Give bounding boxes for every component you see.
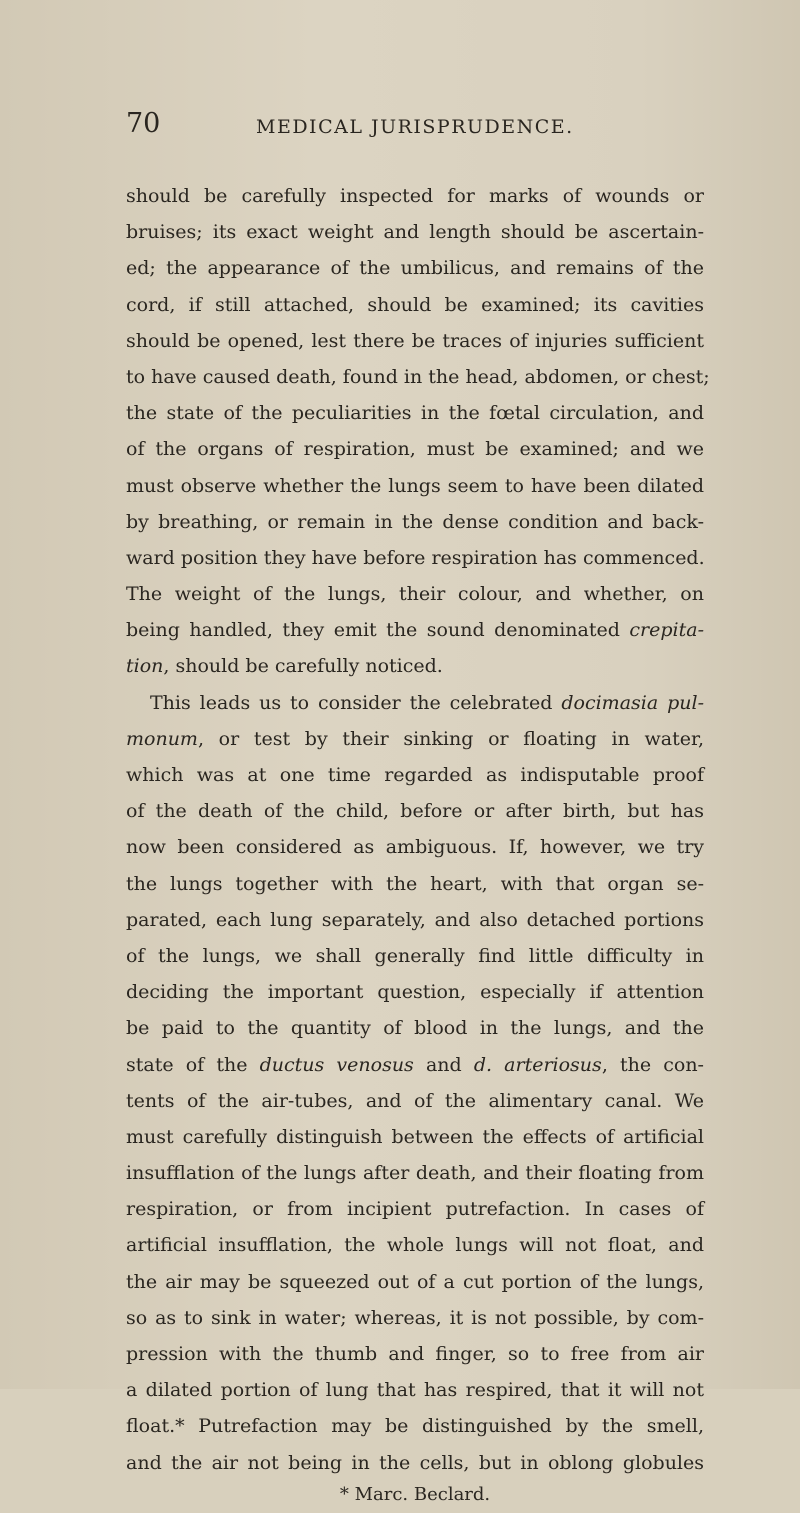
text-line: and the air not being in the cells, but in oblong globules (126, 1451, 704, 1474)
text-line: be paid to the quantity of blood in the lungs, and the (126, 1017, 704, 1040)
text-line: must carefully distinguish between the effects of artificial (126, 1125, 704, 1148)
text-line: monum, or test by their sinking or floating in water, (126, 727, 704, 750)
text-line: should be opened, lest there be traces of injuries sufficient (126, 329, 704, 352)
text-line: to have caused death, found in the head, abdomen, or chest; (126, 365, 710, 388)
text-line: float.* Putrefaction may be distinguished by the smell, (126, 1415, 704, 1438)
text-line: now been considered as ambiguous. If, however, we try (126, 836, 704, 859)
text-line: of the organs of respiration, must be examined; and we (126, 438, 704, 461)
text-line: cord, if still attached, should be examined; its cavities (126, 293, 704, 316)
text-line: the lungs together with the heart, with that organ se- (126, 872, 704, 895)
text-line: insufflation of the lungs after death, and their floating from (126, 1162, 704, 1185)
text-line: pression with the thumb and finger, so to free from air (126, 1343, 704, 1365)
text-line: of the death of the child, before or after birth, but has (126, 800, 704, 823)
text-line: the air may be squeezed out of a cut portion of the lungs, (126, 1270, 704, 1293)
text-line: The weight of the lungs, their colour, and whether, on (126, 583, 704, 606)
text-line: tents of the air-tubes, and of the alimentary canal. We (126, 1089, 704, 1112)
text-line: This leads us to consider the celebrated docimasia pul- (150, 691, 704, 714)
text-line: the state of the peculiarities in the fœtal circulation, and (126, 402, 704, 425)
text-line: respiration, or from incipient putrefaction. In cases of (126, 1198, 704, 1221)
footnote: * Marc. Beclard. (339, 1484, 491, 1506)
text-line: must observe whether the lungs seem to have been dilated (126, 474, 704, 497)
text-line: a dilated portion of lung that has respired, that it will not (126, 1379, 704, 1402)
running-title: MEDICAL JURISPRUDENCE. (256, 116, 574, 138)
text-line: of the lungs, we shall generally find little difficulty in (126, 944, 704, 967)
text-line: artificial insufflation, the whole lungs will not float, and (126, 1234, 704, 1257)
page-header (126, 108, 706, 142)
text-line: ward position they have before respiration has commenced. (126, 546, 705, 569)
text-line: tion, should be carefully noticed. (126, 655, 443, 678)
text-line: should be carefully inspected for marks of wounds or (126, 185, 704, 207)
page-number: 70 (126, 108, 161, 139)
text-line: ed; the appearance of the umbilicus, and remains of the (126, 257, 704, 280)
text-line: state of the ductus venosus and d. arteriosus, the con- (126, 1053, 704, 1076)
text-line: by breathing, or remain in the dense condition and back- (126, 510, 704, 533)
text-line: bruises; its exact weight and length should be ascertain- (126, 221, 704, 244)
text-line: so as to sink in water; whereas, it is not possible, by com- (126, 1306, 704, 1329)
body-text (126, 178, 710, 1506)
text-line: deciding the important question, especially if attention (126, 981, 704, 1004)
text-line: being handled, they emit the sound denominated crepita- (126, 619, 704, 642)
text-line: parated, each lung separately, and also detached portions (126, 908, 704, 931)
text-line: which was at one time regarded as indisputable proof (126, 764, 704, 786)
